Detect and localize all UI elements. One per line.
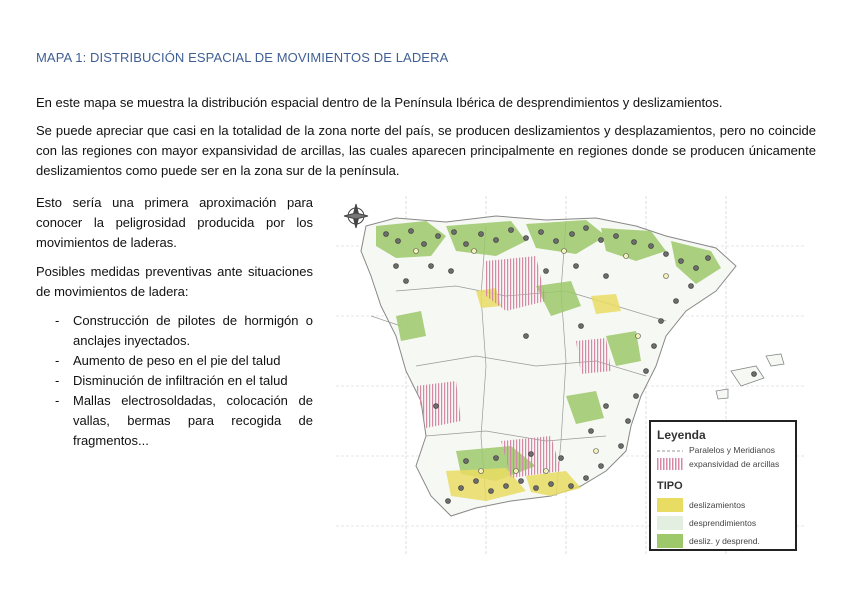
map-point bbox=[514, 469, 519, 474]
map-point bbox=[519, 479, 524, 484]
map-point bbox=[452, 230, 457, 235]
map-point bbox=[579, 324, 584, 329]
map-point bbox=[706, 256, 711, 261]
list-item: - Aumento de peso en el pie del talud bbox=[55, 353, 281, 368]
map-point bbox=[632, 240, 637, 245]
map-point bbox=[422, 242, 427, 247]
map-point bbox=[614, 234, 619, 239]
map-point bbox=[544, 269, 549, 274]
list-item: - Construcción de pilotes de hormigón o anclajes inyectados. bbox=[55, 313, 313, 348]
map-point bbox=[604, 404, 609, 409]
map-point bbox=[752, 372, 757, 377]
map-point bbox=[562, 249, 567, 254]
measures-intro: Posibles medidas preventivas ante situaciones de movimientos de ladera: bbox=[36, 264, 313, 299]
left-column bbox=[36, 193, 313, 451]
analysis-paragraph: Se puede apreciar que casi en la totalidad de la zona norte del país, se producen deslizamientos y desplazamientos, pero no coincide con las regiones con mayor expansividad de arcillas, las cuales aparecen principalmente en regiones donde se producen únicamente deslizamientos como puede ser en la zona sur de la península. bbox=[36, 123, 816, 178]
map-point bbox=[549, 482, 554, 487]
map-point bbox=[554, 239, 559, 244]
list-item: - Mallas electrosoldadas, colocación de vallas, bermas para recogida de fragmentos... bbox=[55, 393, 313, 448]
map-point bbox=[599, 238, 604, 243]
map-point bbox=[479, 232, 484, 237]
map-point bbox=[569, 484, 574, 489]
map-point bbox=[694, 266, 699, 271]
approximation-paragraph: Esto sería una primera aproximación para conocer la peligrosidad producida por los movimientos de laderas. bbox=[36, 195, 313, 250]
map-point bbox=[570, 232, 575, 237]
map-point bbox=[474, 479, 479, 484]
map-point bbox=[449, 269, 454, 274]
map-point bbox=[459, 486, 464, 491]
map-point bbox=[652, 344, 657, 349]
map-point bbox=[659, 319, 664, 324]
map-point bbox=[446, 499, 451, 504]
map-point bbox=[436, 234, 441, 239]
map-point bbox=[664, 274, 669, 279]
map-point bbox=[509, 228, 514, 233]
legend-type-label: deslizamientos bbox=[689, 500, 746, 510]
swatch-desprendimientos bbox=[657, 516, 683, 530]
map-point bbox=[394, 264, 399, 269]
map-point bbox=[649, 244, 654, 249]
map-point bbox=[479, 469, 484, 474]
map-point bbox=[414, 249, 419, 254]
map-point bbox=[464, 459, 469, 464]
measures-list bbox=[36, 311, 313, 451]
legend-type-label: desprendimientos bbox=[689, 518, 757, 528]
map-point bbox=[589, 429, 594, 434]
map-point bbox=[634, 394, 639, 399]
map-point bbox=[674, 299, 679, 304]
map-point bbox=[494, 456, 499, 461]
map-point bbox=[384, 232, 389, 237]
list-item: - Disminución de infiltración en el talud bbox=[55, 373, 288, 388]
map-point bbox=[464, 242, 469, 247]
map-point bbox=[574, 264, 579, 269]
map-point bbox=[664, 252, 669, 257]
map-point bbox=[624, 254, 629, 259]
map-point bbox=[404, 279, 409, 284]
swatch-desliz-desprend bbox=[657, 534, 683, 548]
swatch-deslizamientos bbox=[657, 498, 683, 512]
legend-grid-label: Paralelos y Meridianos bbox=[689, 445, 775, 455]
legend-tipo: TIPO bbox=[657, 480, 683, 492]
map-point bbox=[626, 419, 631, 424]
map-point bbox=[636, 334, 641, 339]
map-point bbox=[604, 274, 609, 279]
map-point bbox=[494, 238, 499, 243]
legend-clay-label: expansividad de arcillas bbox=[689, 459, 780, 469]
map-point bbox=[429, 264, 434, 269]
intro-paragraph: En este mapa se muestra la distribución espacial dentro de la Península Ibérica de desprendimientos y deslizamientos. bbox=[36, 95, 723, 110]
map-point bbox=[594, 449, 599, 454]
page-title: MAPA 1: DISTRIBUCIÓN ESPACIAL DE MOVIMIENTOS DE LADERA bbox=[36, 50, 449, 65]
grid-line-icon bbox=[657, 446, 683, 456]
map-point bbox=[679, 259, 684, 264]
map-point bbox=[544, 469, 549, 474]
legend-title: Leyenda bbox=[657, 428, 706, 442]
map-point bbox=[489, 489, 494, 494]
map-point bbox=[534, 486, 539, 491]
map-point bbox=[599, 464, 604, 469]
map-point bbox=[644, 369, 649, 374]
legend-type-label: desliz. y desprend. bbox=[689, 536, 760, 546]
map-point bbox=[689, 284, 694, 289]
map-point bbox=[524, 334, 529, 339]
clay-hatch-icon bbox=[657, 458, 683, 470]
map-point bbox=[619, 444, 624, 449]
map-legend bbox=[649, 420, 797, 551]
map-point bbox=[396, 239, 401, 244]
map-point bbox=[559, 456, 564, 461]
map-point bbox=[409, 229, 414, 234]
map-point bbox=[539, 230, 544, 235]
map-point bbox=[524, 236, 529, 241]
map-point bbox=[434, 404, 439, 409]
map-point bbox=[584, 476, 589, 481]
map-point bbox=[504, 484, 509, 489]
map-point bbox=[529, 452, 534, 457]
map-point bbox=[584, 226, 589, 231]
map-point bbox=[472, 249, 477, 254]
